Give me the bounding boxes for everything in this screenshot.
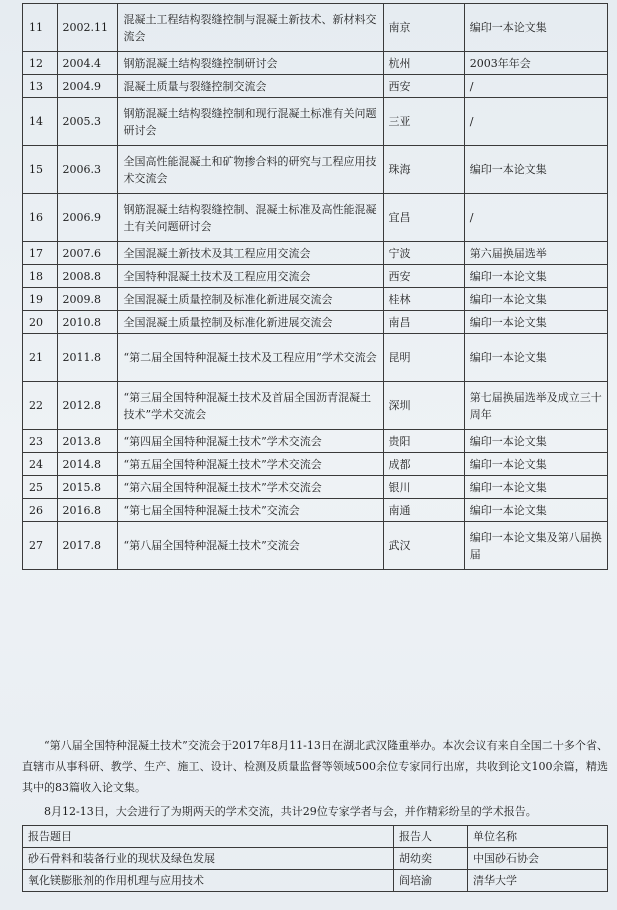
conference-number: 16 <box>23 194 58 242</box>
conference-row <box>23 382 608 430</box>
reporter: 胡幼奕 <box>394 848 468 870</box>
conference-row <box>23 334 608 382</box>
conference-row <box>23 194 608 242</box>
conference-date: 2017.8 <box>57 522 118 570</box>
conference-row <box>23 4 608 52</box>
report-header-row <box>23 826 608 848</box>
conference-number: 20 <box>23 311 58 334</box>
conference-row <box>23 430 608 453</box>
reporter: 阎培渝 <box>394 870 468 892</box>
conference-note: / <box>464 98 607 146</box>
organization: 中国砂石协会 <box>468 848 608 870</box>
report-row <box>23 870 608 892</box>
conference-name: “第七届全国特种混凝土技术”交流会 <box>118 499 383 522</box>
conference-number: 19 <box>23 288 58 311</box>
conference-row <box>23 75 608 98</box>
report-table <box>22 825 608 892</box>
conference-city: 南京 <box>383 4 464 52</box>
conference-row <box>23 98 608 146</box>
conference-number: 27 <box>23 522 58 570</box>
conference-city: 宜昌 <box>383 194 464 242</box>
conference-row <box>23 265 608 288</box>
conference-number: 18 <box>23 265 58 288</box>
conference-city: 武汉 <box>383 522 464 570</box>
conference-date: 2002.11 <box>57 4 118 52</box>
conference-name: “第三届全国特种混凝土技术及首届全国沥青混凝土技术”学术交流会 <box>118 382 383 430</box>
conference-date: 2012.8 <box>57 382 118 430</box>
report-title: 氧化镁膨胀剂的作用机理与应用技术 <box>23 870 394 892</box>
header-reporter: 报告人 <box>394 826 468 848</box>
conference-city: 成都 <box>383 453 464 476</box>
conference-number: 22 <box>23 382 58 430</box>
conference-note: / <box>464 75 607 98</box>
conference-city: 西安 <box>383 265 464 288</box>
conference-city: 南昌 <box>383 311 464 334</box>
conference-name: 全国混凝土质量控制及标准化新进展交流会 <box>118 288 383 311</box>
conference-number: 13 <box>23 75 58 98</box>
conference-note: / <box>464 194 607 242</box>
conference-name: 混凝土工程结构裂缝控制与混凝土新技术、新材料交流会 <box>118 4 383 52</box>
conference-number: 15 <box>23 146 58 194</box>
conference-date: 2007.6 <box>57 242 118 265</box>
report-row <box>23 848 608 870</box>
conference-note: 第七届换届选举及成立三十周年 <box>464 382 607 430</box>
conference-number: 11 <box>23 4 58 52</box>
conference-note: 编印一本论文集 <box>464 265 607 288</box>
conference-name: “第六届全国特种混凝土技术”学术交流会 <box>118 476 383 499</box>
conference-date: 2016.8 <box>57 499 118 522</box>
conference-number: 25 <box>23 476 58 499</box>
conference-date: 2006.3 <box>57 146 118 194</box>
conference-number: 26 <box>23 499 58 522</box>
header-organization: 单位名称 <box>468 826 608 848</box>
conference-name: “第五届全国特种混凝土技术”学术交流会 <box>118 453 383 476</box>
conference-table-body <box>23 4 608 570</box>
conference-note: 编印一本论文集 <box>464 334 607 382</box>
conference-name: 全国高性能混凝土和矿物掺合料的研究与工程应用技术交流会 <box>118 146 383 194</box>
conference-note: 编印一本论文集 <box>464 311 607 334</box>
conference-number: 23 <box>23 430 58 453</box>
conference-city: 珠海 <box>383 146 464 194</box>
conference-row <box>23 52 608 75</box>
conference-note: 编印一本论文集 <box>464 146 607 194</box>
conference-row <box>23 242 608 265</box>
conference-date: 2015.8 <box>57 476 118 499</box>
conference-date: 2004.4 <box>57 52 118 75</box>
conference-name: 钢筋混凝土结构裂缝控制和现行混凝土标准有关问题研讨会 <box>118 98 383 146</box>
conference-note: 编印一本论文集及第八届换届 <box>464 522 607 570</box>
conference-city: 三亚 <box>383 98 464 146</box>
conference-number: 21 <box>23 334 58 382</box>
conference-row <box>23 476 608 499</box>
conference-city: 南通 <box>383 499 464 522</box>
conference-city: 杭州 <box>383 52 464 75</box>
conference-city: 贵阳 <box>383 430 464 453</box>
conference-row <box>23 146 608 194</box>
conference-date: 2005.3 <box>57 98 118 146</box>
conference-note: 2003年年会 <box>464 52 607 75</box>
conference-name: 全国特种混凝土技术及工程应用交流会 <box>118 265 383 288</box>
exchange-paragraph: 8月12-13日，大会进行了为期两天的学术交流，共计29位专家学者与会，并作精彩纷呈的学术报告。 <box>44 805 537 818</box>
conference-city: 昆明 <box>383 334 464 382</box>
conference-date: 2008.8 <box>57 265 118 288</box>
conference-city: 桂林 <box>383 288 464 311</box>
conference-date: 2011.8 <box>57 334 118 382</box>
conference-note: 编印一本论文集 <box>464 288 607 311</box>
report-title: 砂石骨料和装备行业的现状及绿色发展 <box>23 848 394 870</box>
summary-paragraph: “第八届全国特种混凝土技术”交流会于2017年8月11-13日在湖北武汉隆重举办。本次会议有来自全国二十多个省、直辖市从事科研、教学、生产、施工、设计、检测及质量监督等领域500余位专家同行出席，共收到论文100余篇，精选其中的83篇收入论文集。 <box>22 739 608 794</box>
conference-note: 编印一本论文集 <box>464 499 607 522</box>
conference-date: 2010.8 <box>57 311 118 334</box>
conference-date: 2004.9 <box>57 75 118 98</box>
conference-number: 14 <box>23 98 58 146</box>
conference-city: 深圳 <box>383 382 464 430</box>
conference-name: “第四届全国特种混凝土技术”学术交流会 <box>118 430 383 453</box>
conference-row <box>23 288 608 311</box>
conference-name: 钢筋混凝土结构裂缝控制、混凝土标准及高性能混凝土有关问题研讨会 <box>118 194 383 242</box>
conference-number: 12 <box>23 52 58 75</box>
conference-city: 宁波 <box>383 242 464 265</box>
conference-date: 2009.8 <box>57 288 118 311</box>
conference-city: 银川 <box>383 476 464 499</box>
conference-number: 17 <box>23 242 58 265</box>
conference-note: 第六届换届选举 <box>464 242 607 265</box>
conference-name: 钢筋混凝土结构裂缝控制研讨会 <box>118 52 383 75</box>
conference-date: 2013.8 <box>57 430 118 453</box>
conference-city: 西安 <box>383 75 464 98</box>
conference-date: 2014.8 <box>57 453 118 476</box>
conference-number: 24 <box>23 453 58 476</box>
conference-name: “第八届全国特种混凝土技术”交流会 <box>118 522 383 570</box>
organization: 清华大学 <box>468 870 608 892</box>
conference-name: 混凝土质量与裂缝控制交流会 <box>118 75 383 98</box>
conference-row <box>23 453 608 476</box>
conference-name: 全国混凝土质量控制及标准化新进展交流会 <box>118 311 383 334</box>
conference-name: “第二届全国特种混凝土技术及工程应用”学术交流会 <box>118 334 383 382</box>
conference-table <box>22 3 608 570</box>
header-report-title: 报告题目 <box>23 826 394 848</box>
conference-note: 编印一本论文集 <box>464 453 607 476</box>
conference-name: 全国混凝土新技术及其工程应用交流会 <box>118 242 383 265</box>
conference-row <box>23 522 608 570</box>
conference-note: 编印一本论文集 <box>464 4 607 52</box>
conference-row <box>23 311 608 334</box>
conference-row <box>23 499 608 522</box>
conference-date: 2006.9 <box>57 194 118 242</box>
conference-note: 编印一本论文集 <box>464 476 607 499</box>
conference-note: 编印一本论文集 <box>464 430 607 453</box>
